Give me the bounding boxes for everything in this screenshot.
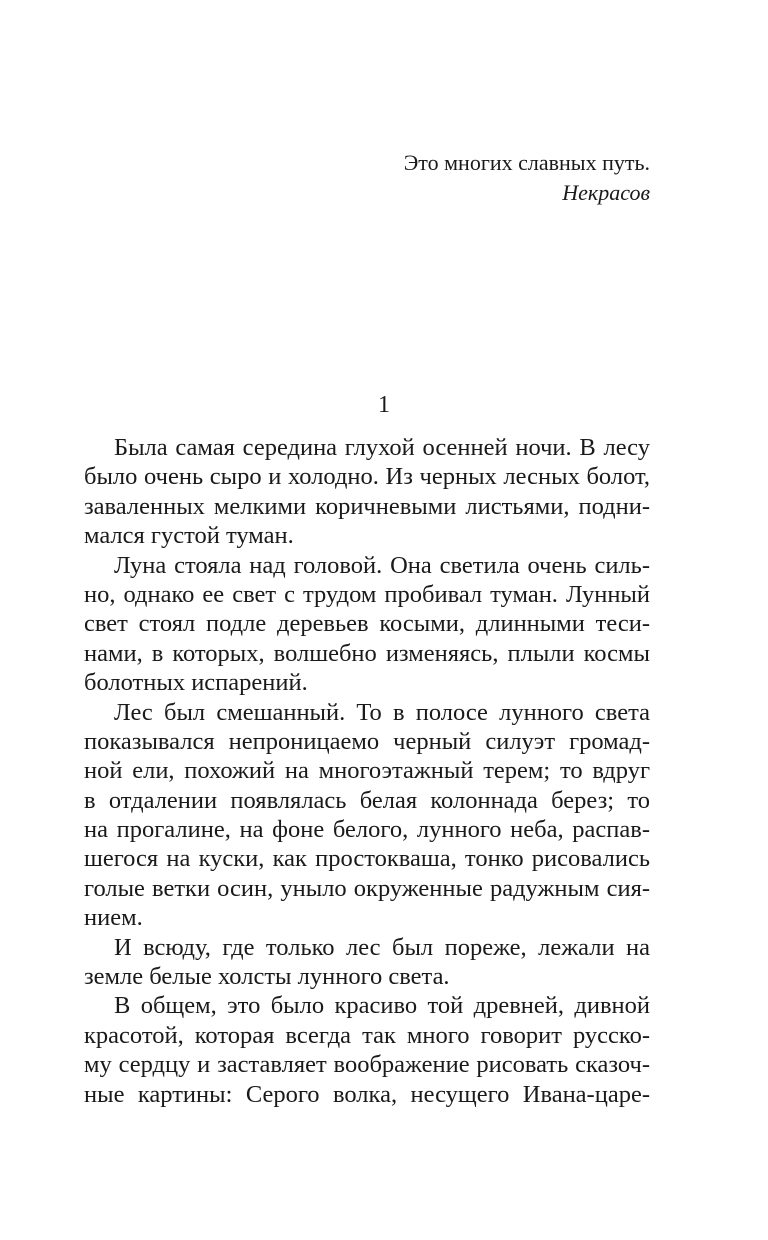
text-line: шегося на куски, как простокваша, тонко рисовались [84,845,650,873]
text-line: болотных испарений. [84,669,308,697]
paragraph-5 [84,991,650,1109]
text-line: И всюду, где только лес был пореже, лежали на [114,933,650,961]
text-line: нами, в которых, волшебно изменяясь, плыли космы [84,639,650,667]
epigraph-text: Это многих славных путь. [403,150,650,175]
text-line: Луна стояла над головой. Она светила очень силь- [114,551,650,579]
chapter-body [84,433,650,1109]
text-line: заваленных мелкими коричневыми листьями, подни- [84,492,650,520]
epigraph-author: Некрасов [562,180,650,205]
text-line: свет стоял подле деревьев косыми, длинными теси- [84,610,650,638]
paragraph-2 [84,551,650,698]
text-line: В общем, это было красиво той древней, дивной [114,992,650,1020]
text-line: нием. [84,904,143,932]
text-line: в отдалении появлялась белая колоннада берез; то [84,786,650,814]
text-line: Лес был смешанный. То в полосе лунного света [114,698,650,726]
text-line: мался густой туман. [84,522,294,550]
text-line: голые ветки осин, уныло окруженные радужным сия- [84,874,650,902]
epigraph [404,148,650,208]
text-line: ной ели, похожий на многоэтажный терем; то вдруг [84,757,650,785]
text-line: показывался непроницаемо черный силуэт громад- [84,727,650,755]
text-line: было очень сыро и холодно. Из черных лесных болот, [84,463,650,491]
paragraph-3 [84,698,650,933]
paragraph-1 [84,433,650,551]
text-line: ные картины: Серого волка, несущего Ивана-царе- [84,1080,650,1108]
text-line: на прогалине, на фоне белого, лунного неба, распав- [84,816,650,844]
text-line: земле белые холсты лунного света. [84,963,450,991]
text-line: красотой, которая всегда так много говорит русско- [84,1021,650,1049]
chapter-number: 1 [378,392,390,418]
paragraph-4 [84,933,650,992]
text-line: но, однако ее свет с трудом пробивал туман. Лунный [84,580,650,608]
text-line: му сердцу и заставляет воображение рисовать сказоч- [84,1051,650,1079]
text-line: Была самая середина глухой осенней ночи. В лесу [114,434,650,461]
